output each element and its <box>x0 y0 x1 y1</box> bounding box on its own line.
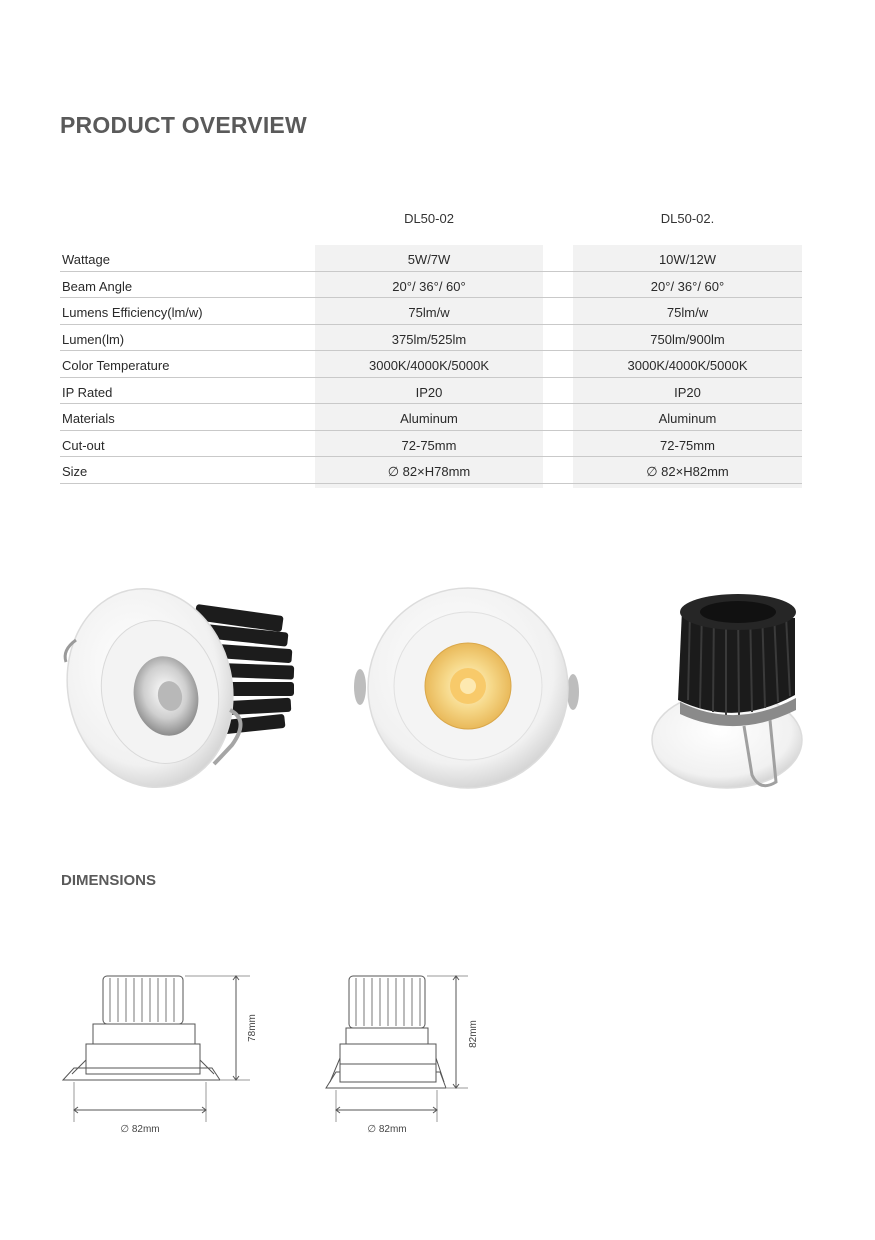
spec-rows <box>60 245 802 484</box>
row-value-model-2: 72-75mm <box>660 437 715 453</box>
spec-row-size <box>60 457 802 484</box>
dimension-width-label-1: ∅ 82mm <box>120 1124 160 1135</box>
dimension-height-label-2: 82mm <box>468 1020 479 1048</box>
model-header-2: DL50-02. <box>660 211 715 226</box>
spec-row-ip-rated <box>60 378 802 405</box>
dimension-width-label-2: ∅ 82mm <box>367 1124 407 1135</box>
row-label: Beam Angle <box>62 278 133 294</box>
row-value-model-2: 3000K/4000K/5000K <box>627 358 748 373</box>
spec-row-color-temperature <box>60 351 802 378</box>
downlight-front-view-image <box>354 588 579 788</box>
section-title-dimensions: DIMENSIONS <box>61 872 157 889</box>
product-photos <box>0 570 875 810</box>
downlight-angled-view-image <box>49 573 294 803</box>
row-value-model-1: 3000K/4000K/5000K <box>369 358 489 373</box>
downlight-rear-view-image <box>652 594 802 788</box>
row-label: Lumens Efficiency(lm/w) <box>62 305 203 320</box>
spec-row-beam-angle <box>60 272 802 299</box>
row-value-model-2: 750lm/900lm <box>650 331 725 347</box>
model-header-1: DL50-02 <box>404 211 454 226</box>
row-label: IP Rated <box>62 384 113 400</box>
spec-row-materials <box>60 404 802 431</box>
row-label: Color Temperature <box>62 358 170 373</box>
row-label: Materials <box>62 411 115 426</box>
dimension-drawing-1 <box>63 976 250 1122</box>
row-value-model-1: 20°/ 36°/ 60° <box>392 278 466 294</box>
row-value-model-1: 5W/7W <box>407 252 451 267</box>
row-label: Size <box>62 464 88 479</box>
row-value-model-2: 20°/ 36°/ 60° <box>650 278 725 294</box>
dimension-height-label-1: 78mm <box>247 1014 258 1042</box>
row-value-model-2: 10W/12W <box>658 252 717 267</box>
row-value-model-1: IP20 <box>415 384 443 400</box>
row-value-model-2: 75lm/w <box>666 305 709 320</box>
row-value-model-2: IP20 <box>674 384 701 400</box>
row-value-model-1: 375lm/525lm <box>391 331 467 347</box>
page-title: PRODUCT OVERVIEW <box>60 112 307 138</box>
row-value-model-2: Aluminum <box>658 411 717 426</box>
row-value-model-1: ∅ 82×H78mm <box>387 464 471 479</box>
row-value-model-1: Aluminum <box>400 411 458 426</box>
row-value-model-1: 75lm/w <box>408 305 450 320</box>
spec-row-lumens-efficiency <box>60 298 802 325</box>
row-label: Lumen(lm) <box>62 331 125 347</box>
spec-row-lumen <box>60 325 802 352</box>
dimension-drawings <box>0 960 875 1140</box>
row-label: Wattage <box>62 252 110 267</box>
row-label: Cut-out <box>62 437 105 453</box>
spec-row-cut-out <box>60 431 802 458</box>
dimension-drawing-2 <box>326 976 468 1122</box>
row-value-model-2: ∅ 82×H82mm <box>646 464 729 479</box>
row-value-model-1: 72-75mm <box>401 437 457 453</box>
spec-row-wattage <box>60 245 802 272</box>
